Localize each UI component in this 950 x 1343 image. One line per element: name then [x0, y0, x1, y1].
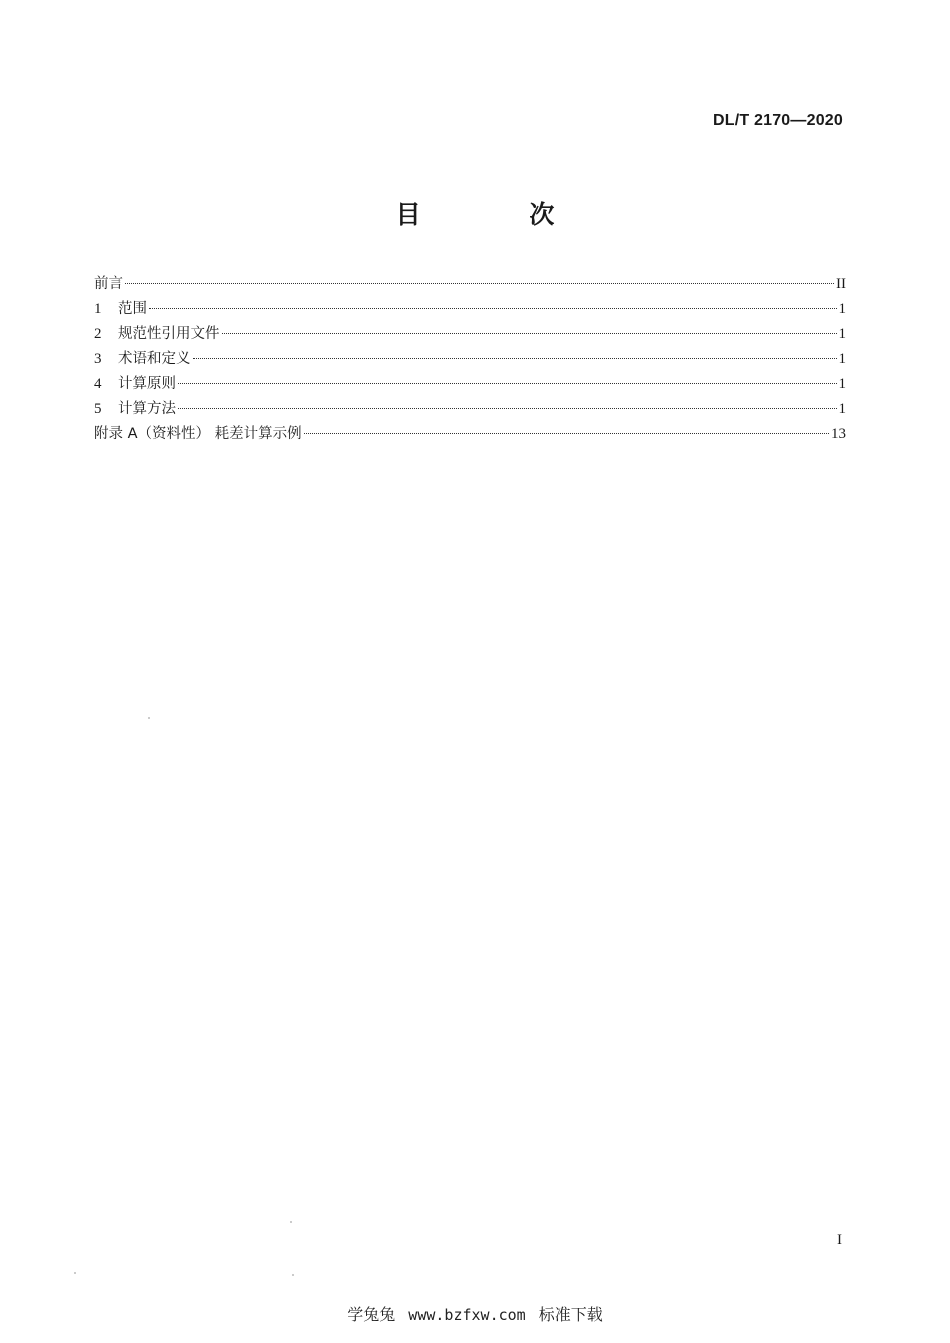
toc-entry-calculation-principles[interactable] [94, 372, 846, 397]
toc-entry-terms-definitions[interactable] [94, 347, 846, 372]
toc-entry-number: 2 [94, 326, 102, 342]
scan-speck [148, 717, 150, 719]
toc-entry-number: 5 [94, 401, 102, 417]
toc-entry-page: II [836, 276, 846, 292]
toc-entry-page: 1 [838, 401, 846, 417]
toc-leader-dots [149, 308, 837, 309]
toc-leader-dots [125, 283, 834, 284]
toc-leader-dots [222, 333, 837, 334]
toc-entry-normative-references[interactable] [94, 322, 846, 347]
toc-entry-appendix-a[interactable] [94, 422, 846, 447]
toc-entry-page: 1 [838, 326, 846, 342]
page-number: I [837, 1232, 842, 1248]
toc-entry-page: 1 [838, 301, 846, 317]
toc-entry-label: 术语和定义 [118, 351, 191, 367]
footer-watermark [0, 1302, 950, 1325]
toc-entry-label: 附录 A（资料性） 耗差计算示例 [94, 426, 302, 442]
footer-site-name: 学兔兔 [347, 1305, 396, 1324]
toc-entry-label: 范围 [118, 301, 147, 317]
table-of-contents [94, 272, 846, 447]
toc-entry-scope[interactable] [94, 297, 846, 322]
page-title: 目 次 [395, 200, 605, 229]
toc-entry-calculation-methods[interactable] [94, 397, 846, 422]
footer-tagline: 标准下载 [538, 1305, 603, 1324]
toc-leader-dots [304, 433, 829, 434]
toc-leader-dots [178, 383, 837, 384]
toc-entry-foreword[interactable] [94, 272, 846, 297]
footer-url[interactable]: www.bzfxw.com [408, 1306, 526, 1324]
scan-speck [290, 1221, 292, 1223]
toc-entry-page: 1 [838, 351, 846, 367]
toc-entry-label: 计算原则 [118, 376, 176, 392]
scan-speck [292, 1274, 294, 1276]
toc-entry-page: 13 [831, 426, 846, 442]
toc-leader-dots [178, 408, 837, 409]
standard-code: DL/T 2170—2020 [713, 112, 843, 129]
toc-entry-number: 4 [94, 376, 102, 392]
toc-entry-label: 前言 [94, 276, 123, 292]
toc-entry-page: 1 [838, 376, 846, 392]
toc-entry-number: 1 [94, 301, 102, 317]
toc-entry-label: 计算方法 [118, 401, 176, 417]
toc-leader-dots [193, 358, 837, 359]
toc-entry-label: 规范性引用文件 [118, 326, 220, 342]
toc-entry-number: 3 [94, 351, 102, 367]
scan-speck [74, 1272, 76, 1274]
